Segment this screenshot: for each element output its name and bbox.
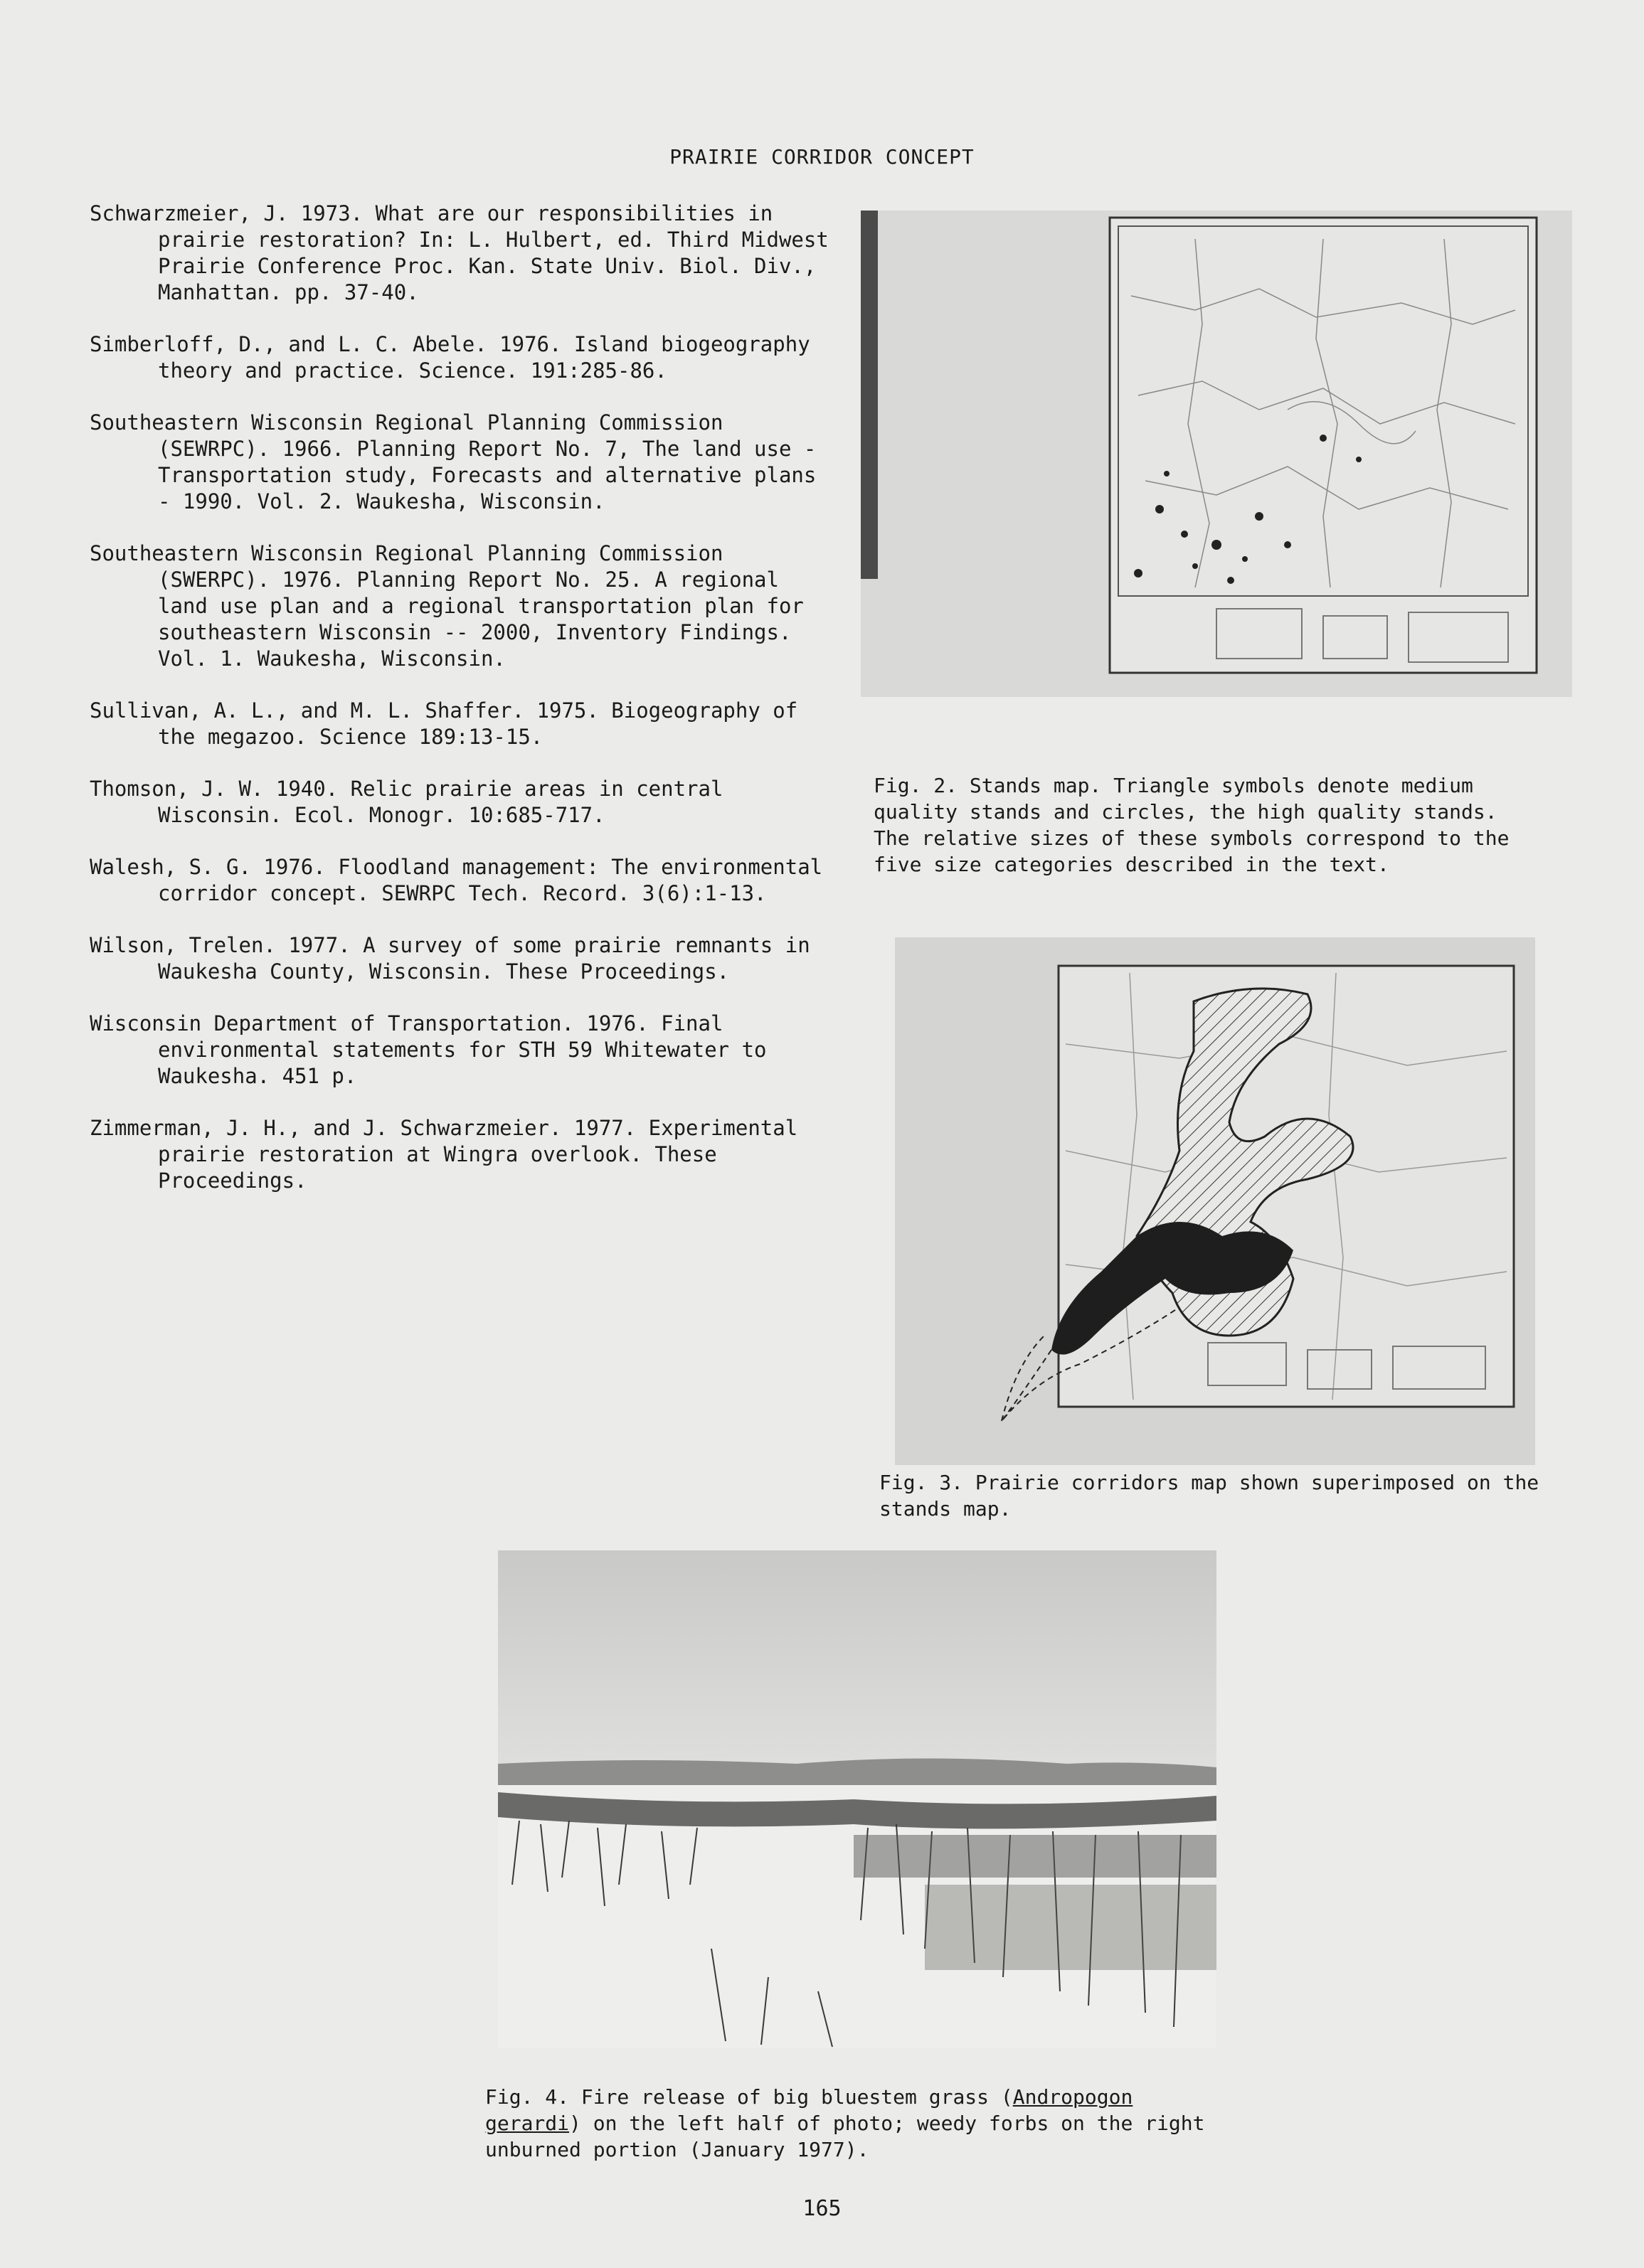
reference-item: Wilson, Trelen. 1977. A survey of some prairie remnants in Waukesha County, Wisconsin. These Proceedings. [90, 933, 810, 984]
page-number: 165 [802, 2196, 842, 2221]
reference-item: Walesh, S. G. 1976. Floodland management: The environmental corridor concept. SEWRPC Tech. Record. 3(6):1-13. [90, 855, 823, 905]
references-list [90, 201, 837, 1220]
reference-item: Thomson, J. W. 1940. Relic prairie areas in central Wisconsin. Ecol. Monogr. 10:685-717. [90, 777, 723, 827]
figure-4-caption-species: Andropogon gerardi [485, 2085, 1133, 2135]
figure-3-corridors-map [895, 937, 1535, 1465]
reference-item: Wisconsin Department of Transportation. 1976. Final environmental statements for STH 59 Whitewater to Waukesha. 451 p. [90, 1011, 767, 1088]
reference-item: Simberloff, D., and L. C. Abele. 1976. Island biogeography theory and practice. Science. 191:285-86. [90, 332, 810, 383]
corridors-map-image [895, 937, 1535, 1465]
figure-3-caption: Fig. 3. Prairie corridors map shown superimposed on the stands map. [879, 1471, 1539, 1521]
figure-4-photo [498, 1550, 1216, 2048]
stands-map-image [861, 211, 1572, 697]
figure-4-caption-post: ) on the left half of photo; weedy forbs on the right unburned portion (January 1977). [485, 2112, 1205, 2161]
figure-4-caption [485, 2084, 1239, 2163]
figure-2-caption: Fig. 2. Stands map. Triangle symbols denote medium quality stands and circles, the high quality stands. The relative sizes of these symbols correspond to the five size categories described in the text. [874, 774, 1510, 876]
prairie-burn-photo [498, 1550, 1216, 2048]
figure-2-stands-map [861, 211, 1572, 697]
running-header: PRAIRIE CORRIDOR CONCEPT [669, 145, 975, 169]
reference-item: Southeastern Wisconsin Regional Planning Commission (SEWRPC). 1966. Planning Report No. 7, The land use - Transportation study, Forecasts and alternative plans - 1990. Vol. 2. Waukesha, Wisconsin. [90, 410, 817, 513]
reference-item: Sullivan, A. L., and M. L. Shaffer. 1975. Biogeography of the megazoo. Science 189:13-15. [90, 698, 798, 749]
reference-item: Southeastern Wisconsin Regional Planning Commission (SWERPC). 1976. Planning Report No. 25. A regional land use plan and a regional transportation plan for southeastern Wisconsin -- 2000, Inventory Findings. Vol. 1. Waukesha, Wisconsin. [90, 541, 804, 671]
reference-item: Schwarzmeier, J. 1973. What are our responsibilities in prairie restoration? In: L. Hulbert, ed. Third Midwest Prairie Conference Proc. Kan. State Univ. Biol. Div., Manhattan. pp. 37-40. [90, 201, 829, 304]
reference-item: Zimmerman, J. H., and J. Schwarzmeier. 1977. Experimental prairie restoration at Wingra overlook. These Proceedings. [90, 1116, 798, 1193]
figure-4-caption-pre: Fig. 4. Fire release of big bluestem grass ( [485, 2085, 1013, 2109]
